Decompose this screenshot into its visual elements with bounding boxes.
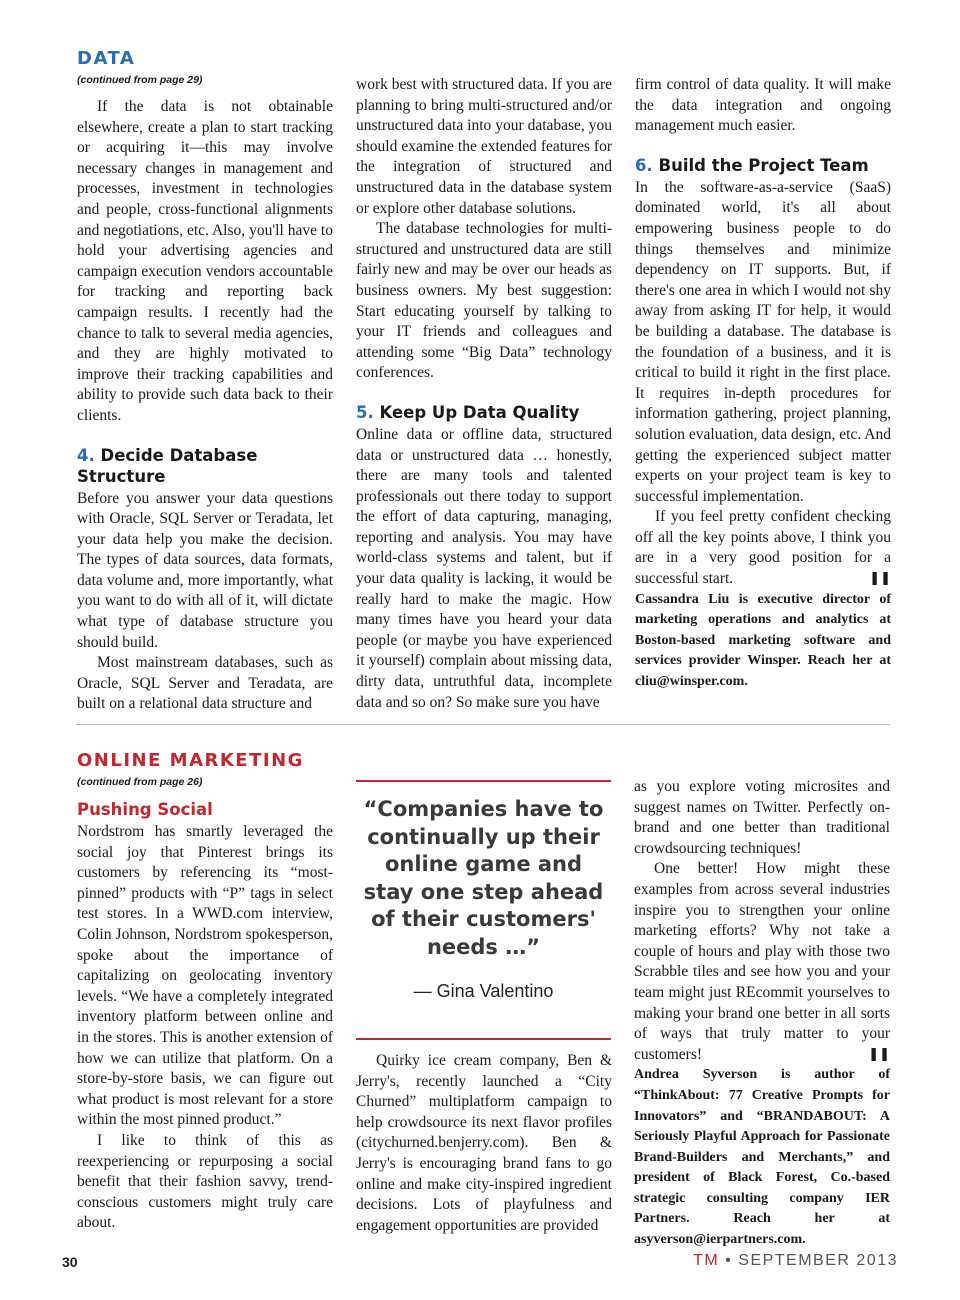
body-paragraph [634,859,890,1065]
end-mark-icon: ❚❚ [868,1046,890,1062]
body-paragraph: Nordstrom has smartly leveraged the social joy that Pinterest brings its customers by referencing its “most-pinned” products with “P” tags in select test stores. In a WWD.com interview, Colin Johnson, Nordstrom spokesperson, spoke about the importance of capitalizing on geolocating inventory levels. “We have a completely integrated inventory platform between online and in the stores. This is another extension of how we can utilize that platform. On a store-by-store basis, we can figure out what product is most relevant for a store within the most pinned product.” [77,823,333,1129]
pull-quote-box [356,780,611,1040]
body-paragraph: Quirky ice cream company, Ben & Jerry's, recently launched a “City Churned” multiplatform campaign to help crowdsource its next flavor profiles (citychurned.benjerry.com). Ben & Jerry's is encouraging brand fans to go online and make city-inspired ingredient decisions. Lots of playfulness and engagement opportunities are provided [356,1052,612,1234]
body-paragraph: Most mainstream databases, such as Oracle, SQL Server and Teradata, are built on a relational data structure and [77,654,333,713]
subhead-title: Decide Database Structure [77,445,258,486]
body-paragraph: The database technologies for multi-structured and unstructured data are still fairly new and may be over our heads as business owners. My best suggestion: Start educating yourself by talking to your IT friends and colleagues and attending some “Big Data” technology conferences. [356,220,612,382]
body-paragraph: work best with structured data. If you are planning to bring multi-structured and/or unstructured data into your database, you should examine the extended features for the integration of structured and unstructured data in the database system or explore other database solutions. [356,76,612,217]
issue-date: SEPTEMBER 2013 [738,1252,898,1269]
pull-quote-text: “Companies have to continually up their online game and stay one step ahead of their customers' needs …” [363,797,604,959]
subhead-keep-up-data-quality [356,402,612,423]
continued-note: (continued from page 29) [77,74,203,86]
end-mark-icon: ❚❚ [869,571,891,587]
page-number: 30 [62,1254,78,1270]
subhead-pushing-social: Pushing Social [77,800,213,819]
data-column-1 [77,48,333,715]
data-column-2 [356,75,612,713]
data-column-3 [635,75,891,693]
subhead-number: 5. [356,402,374,422]
paragraph-text: One better! How might these examples from across several industries inspire you to strengthen your online marketing efforts? Why not take a couple of hours and play with those two Scrabble tiles and see how you and your team might just REcommit yourselves to making your brand one better in all sorts of ways that truly matter to your customers! [634,860,890,1063]
subhead-number: 4. [77,445,95,465]
body-paragraph: Before you answer your data questions with Oracle, SQL Server or Teradata, let your data help you make the decision. The types of data sources, data formats, data volume and, more importantly, what you want to do with all of it, will dictate what type of database structure you should build. [77,489,333,651]
footer-separator: • [725,1252,733,1269]
subhead-decide-database-structure [77,445,333,487]
subhead-title: Keep Up Data Quality [379,402,580,422]
body-paragraph: firm control of data quality. It will make the data integration and ongoing management much easier. [635,76,891,135]
pull-quote-attribution: — Gina Valentino [413,981,554,1001]
section-label-online-marketing: ONLINE MARKETING [77,750,304,771]
online-column-3 [634,777,890,1251]
subhead-number: 6. [635,155,653,175]
body-paragraph [635,507,891,589]
section-label-data: DATA [77,48,136,69]
section-divider [76,724,890,725]
paragraph-text: If you feel pretty confident checking off all the key points above, I think you are in a very good position for a successful start. [635,508,891,588]
continued-note: (continued from page 26) [77,776,203,788]
online-column-2 [356,1051,612,1236]
author-bio: Andrea Syverson is author of “ThinkAbout: 77 Creative Prompts for Innovators” and “BRANDABOUT: A Seriously Playful Approach for Passionate Brand-Builders and Merchants,” and president of Black Forest, Co.-based strategic consulting company IER Partners. Reach her at asyverson@ierpartners.com. [634,1067,890,1248]
body-paragraph: as you explore voting microsites and suggest names on Twitter. Perfectly on-brand and one better than traditional crowdsourcing techniques! [634,778,890,857]
subhead-build-the-project-team [635,155,891,176]
subhead-title: Build the Project Team [658,155,869,175]
body-paragraph: Online data or offline data, structured data or unstructured data … honestly, there are many tools and talented professionals out there today to support the effort of data capturing, managing, reporting and analysis. You may have world-class systems and talent, but if your data quality is lacking, it would be really hard to make the magic. How many times have you heard your data people (or maybe you have experienced it yourself) complain about missing data, dirty data, untruthful data, incomplete data and so on? So make sure you have [356,425,612,711]
body-paragraph: I like to think of this as reexperiencing or repurposing a social benefit that their fashion savvy, trend-conscious customers might truly care about. [77,1131,333,1232]
body-paragraph: If the data is not obtainable elsewhere, create a plan to start tracking or acquiring it—this may involve necessary changes in management and processes, investment in technologies and people, cross-functional alignments and negotiations, etc. Also, you'll have to hold your advertising agencies and campaign execution vendors accountable for tracking and reporting back campaign results. I recently had the chance to talk to several media agencies, and they are highly motivated to improve their tracking capabilities and ability to provide such data back to their clients. [77,98,333,424]
footer-issue [693,1252,898,1270]
author-bio: Cassandra Liu is executive director of marketing operations and analytics at Boston-based marketing software and services provider Winsper. Reach her at cliu@winsper.com. [635,591,891,690]
online-column-1 [77,750,333,1234]
body-paragraph: In the software-as-a-service (SaaS) dominated world, it's all about empowering business people to do things themselves and minimize dependency on IT supports. But, if there's one area in which I would not shy away from asking IT for help, it would be building a database. The database is the foundation of a business, and it is critical to build it right in the first place. It requires in-depth procedures for information gathering, project planning, solution evaluation, data design, etc. And getting the experienced subject matter experts on your project team is key to successful implementation. [635,178,891,505]
magazine-logo: TM [693,1252,720,1269]
